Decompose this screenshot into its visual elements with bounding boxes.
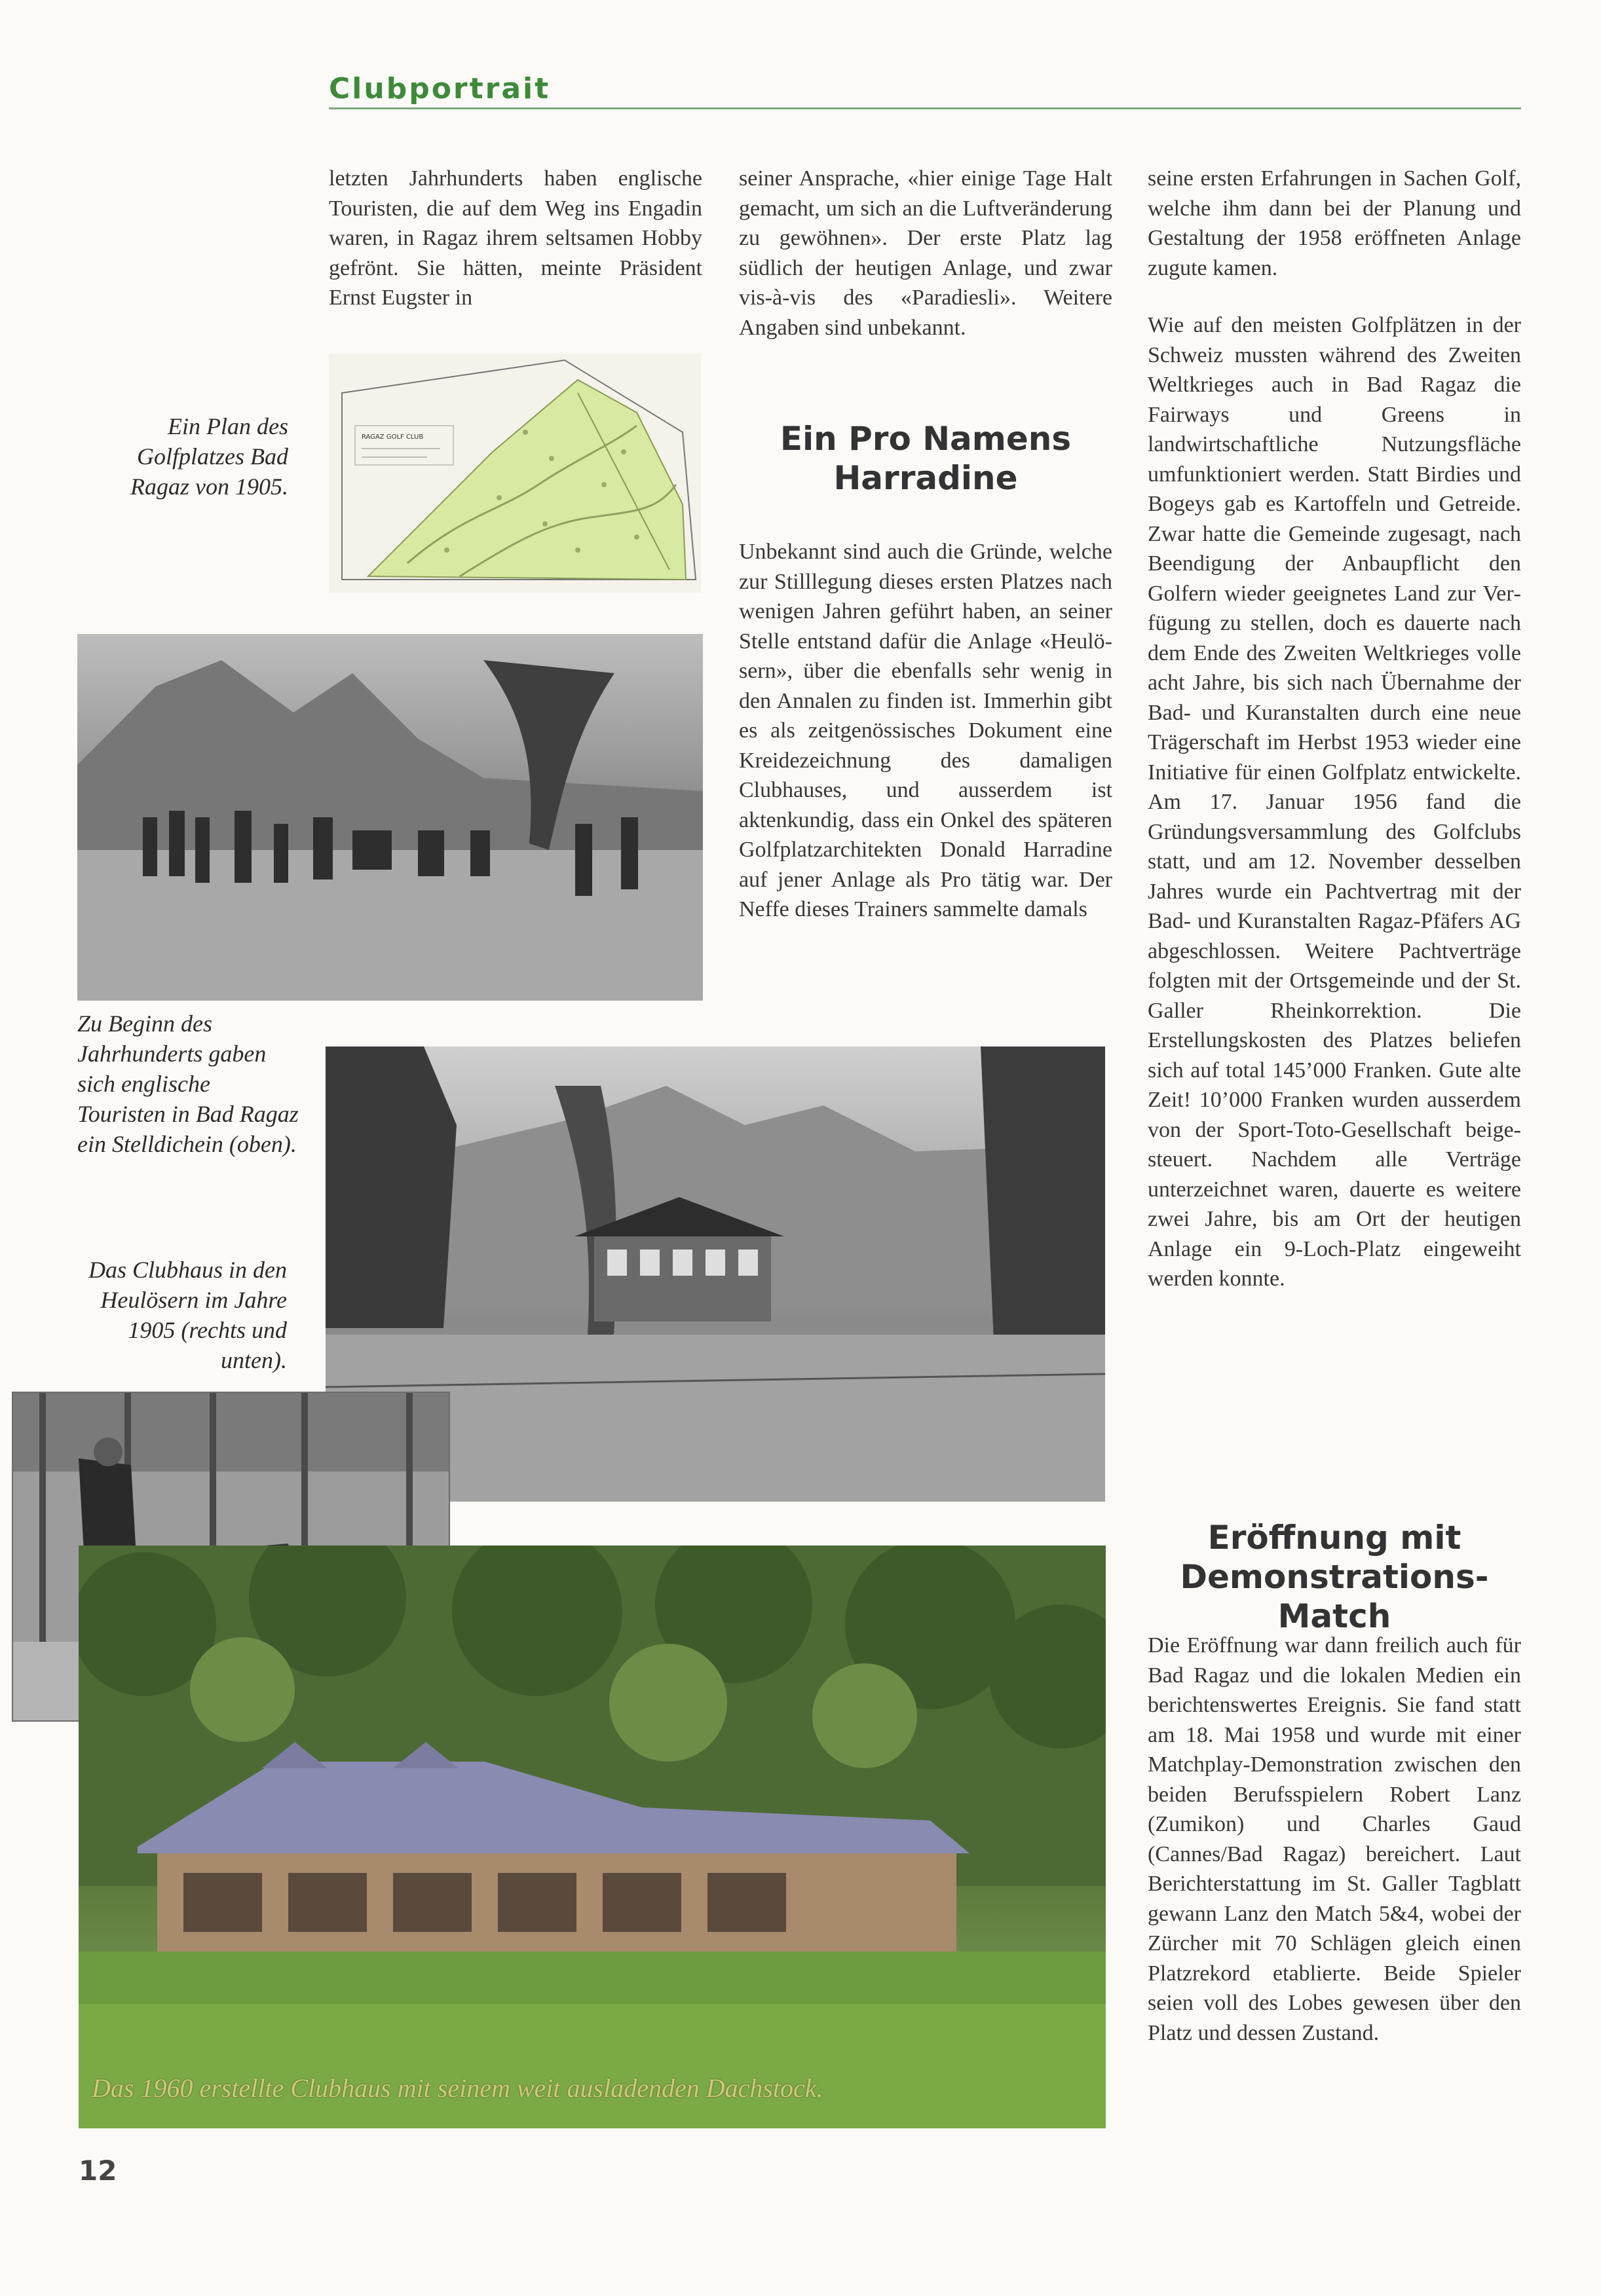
page-number: 12 <box>79 2155 117 2187</box>
heading-eroeffnung: Eröffnung mit Demonstrations-Match <box>1180 1519 1489 1635</box>
clubhouse-1960-photo <box>79 1546 1106 2128</box>
column-2-body <box>739 537 1112 952</box>
tourists-photo <box>77 634 703 1001</box>
header-rule <box>329 107 1521 109</box>
column-2-intro <box>739 164 1112 370</box>
paragraph: Die Eröffnung war dann freilich auch für Bad Ragaz und die lokalen Medien ein berichtenswertes Ereignis. Sie fand statt am 18. Mai 1958 und wurde mit einer Matchplay-Demonstration zwischen den beiden Berufsspielern Robert Lanz (Zumikon) und Charles Gaud (Cannes/Bad Ragaz) bereichert. Laut Berichterstattung im St. Galler Tagblatt gewann Lanz den Match 5&4, wobei der Zürcher mit 70 Schlägen gleich einen Platzrekord etablierte. Beide Spieler seien voll des Lobes gewesen über den Platz und dessen Zustand. <box>1148 1633 1521 2045</box>
photo-1960-caption: Das 1960 erstellte Clubhaus mit seinem weit ausladenden Dachstock. <box>92 2073 823 2103</box>
paragraph: seine ersten Erfahrungen in Sachen Golf, welche ihm dann bei der Planung und Gestaltung der 1958 eröffneten Anlage zugute kamen. <box>1148 166 1521 280</box>
caption-plan: Ein Plan des Golfplatzes Bad Ragaz von 1905. <box>130 413 288 500</box>
paragraph: seiner Ansprache, «hier einige Tage Halt gemacht, um sich an die Luftveränderung zu gewöhnen». Der erste Platz lag südlich der heutigen Anlage, und zwar vis-à-vis des «Paradiesli». Weitere Angaben sind unbekannt. <box>739 166 1112 340</box>
plan-label: RAGAZ GOLF CLUB <box>362 434 424 441</box>
section-title: Clubportrait <box>329 72 551 105</box>
column-3 <box>1148 164 1521 1322</box>
column-3-end <box>1148 1631 1521 2075</box>
golf-plan-image <box>329 354 701 593</box>
paragraph: Wie auf den meisten Golfplätzen in der Schweiz mussten während des Zweiten Weltkrieges auch in Bad Ragaz die Fairways und Greens in landwirtschaftliche Nutzungsfläche umfunktioniert werden. Statt Birdies und Bogeys gab es Kartoffeln und Getreide. Zwar hatte die Gemeinde zugesagt, nach Beendigung der Anbaupflicht den Golfern wieder geeignetes Land zur Verfügung zu stellen, doch es dauerte nach dem Ende des Zweiten Weltkrieges volle acht Jahre, bis sich nach Übernahme der Bad- und Kuranstalten durch eine neue Trägerschaft im Herbst 1953 wieder eine Initiative für einen Golfplatz entwickelte. Am 17. Januar 1956 fand die Gründungsversammlung des Golfclubs statt, und am 12. November desselben Jahres wurde ein Pachtvertrag mit der Bad- und Kuranstalten Ragaz-Pfäfers AG abgeschlossen. Weitere Pachtverträge folgten mit der Ortsgemeinde und der St. Galler Rheinkorrektion. Die Erstellungskosten des Platzes beliefen sich auf total 145’000 Franken. Gute alte Zeit! 10’000 Franken wurden ausserdem von der Sport-Toto-Gesellschaft beigesteuert. Nachdem alle Verträge unterzeichnet waren, dauerte es weitere zwei Jahre, bis am Ort der heutigen Anlage ein 9-Loch-Platz eingeweiht werden konnte. <box>1148 313 1521 1291</box>
paragraph: Unbekannt sind auch die Gründe, welche zur Stilllegung dieses ersten Platzes nach wenigen Jahren geführt haben, an seiner Stelle entstand dafür die Anlage «Heulösern», über die ebenfalls sehr wenig in den Annalen zu finden ist. Immerhin gibt es als zeitgenössisches Dokument eine Kreidezeichnung des damaligen Clubhauses, und ausserdem ist aktenkundig, dass ein Onkel des späteren Golfplatzarchitekten Donald Harradine auf jener Anlage als Pro tätig war. Der Neffe dieses Trainers sammelte damals <box>739 540 1112 921</box>
column-1 <box>329 164 702 341</box>
heading-pro-harradine: Ein Pro Namens Harradine <box>780 420 1072 497</box>
paragraph: letzten Jahrhunderts haben englische Touristen, die auf dem Weg ins Engadin waren, in Ragaz ihrem seltsamen Hobby gefrönt. Sie hätten, meinte Präsident Ernst Eugster in <box>329 166 702 310</box>
caption-tourists: Zu Beginn des Jahrhunderts gaben sich englische Touristen in Bad Ragaz ein Stelldichein (oben). <box>77 1010 299 1157</box>
caption-clubhouse: Das Clubhaus in den Heulösern im Jahre 1905 (rechts und unten). <box>88 1257 287 1373</box>
